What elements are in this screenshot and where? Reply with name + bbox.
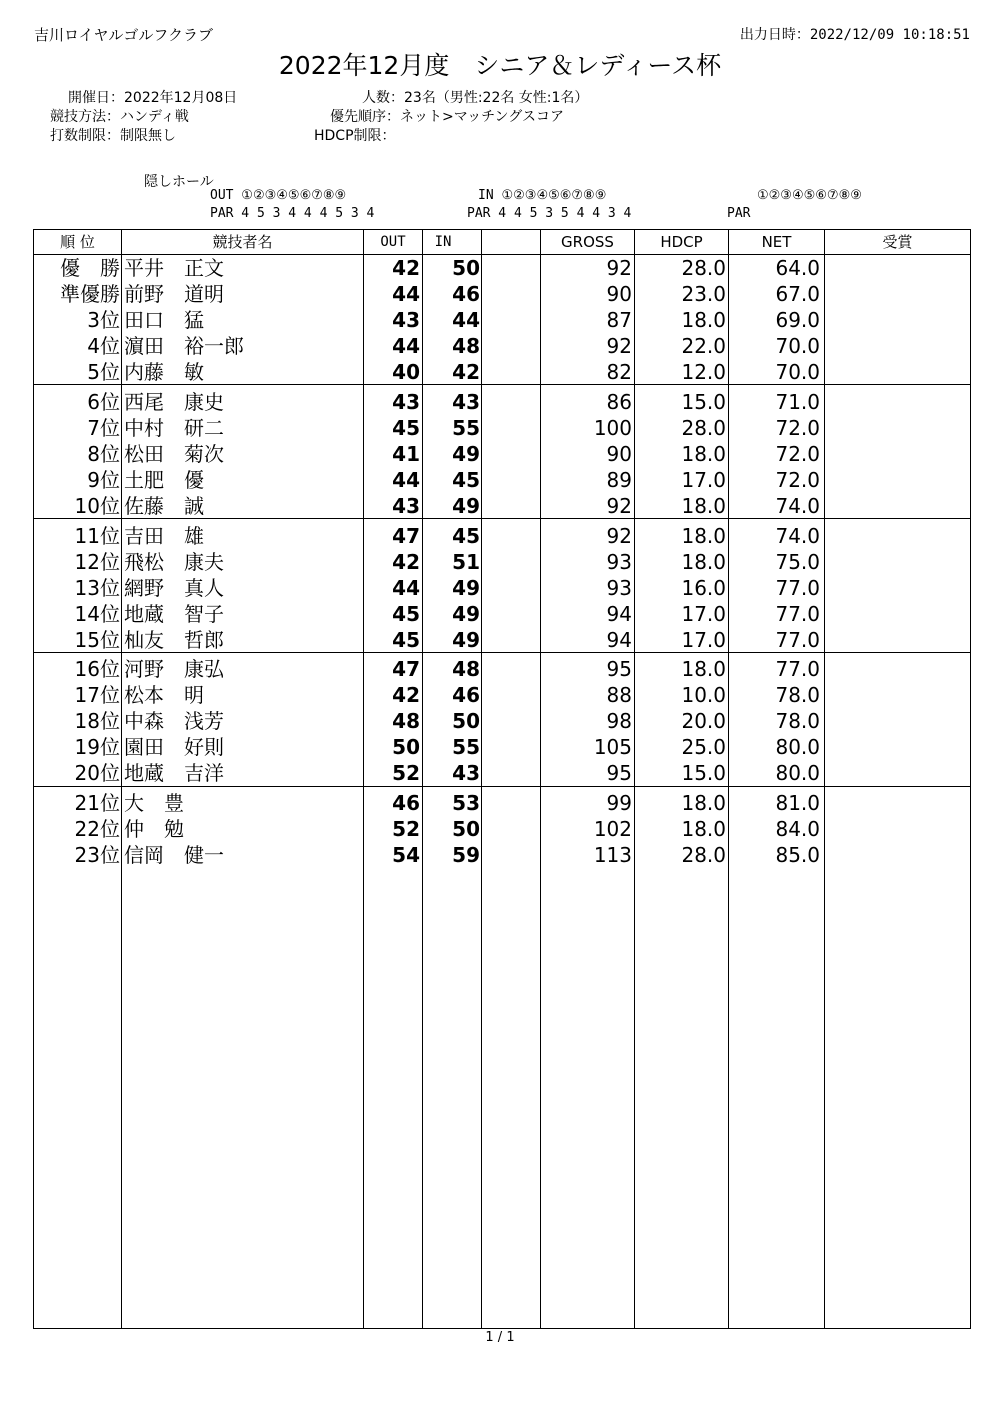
cell-name: 吉田 雄: [124, 524, 204, 548]
cell-name: 田口 猛: [124, 308, 204, 332]
cell-in: 49: [452, 628, 480, 652]
cell-name: 内藤 敏: [124, 360, 204, 384]
col-header-gross: GROSS: [561, 233, 614, 251]
cell-gross: 90: [606, 442, 632, 466]
cell-rank: 4位: [87, 334, 120, 358]
cell-gross: 92: [606, 334, 632, 358]
table-row: [34, 656, 970, 682]
cell-in: 50: [452, 709, 480, 733]
cell-name: 飛松 康夫: [124, 550, 224, 574]
cell-in: 49: [452, 442, 480, 466]
cell-hdcp: 18.0: [681, 524, 726, 548]
cell-name: 仲 勉: [124, 817, 184, 841]
cell-gross: 95: [606, 657, 632, 681]
meta-count-label: 人数: [362, 90, 390, 106]
cell-rank: 7位: [87, 416, 120, 440]
cell-hdcp: 18.0: [681, 791, 726, 815]
cell-in: 51: [452, 550, 480, 574]
hidden-holes-out: OUT ①②③④⑤⑥⑦⑧⑨: [210, 188, 347, 203]
cell-gross: 92: [606, 494, 632, 518]
cell-in: 45: [452, 524, 480, 548]
club-name: 吉川ロイヤルゴルフクラブ: [34, 26, 213, 44]
cell-hdcp: 17.0: [681, 628, 726, 652]
table-row: [34, 734, 970, 760]
cell-out: 40: [392, 360, 420, 384]
cell-out: 52: [392, 817, 420, 841]
col-header-hdcp: HDCP: [660, 233, 703, 251]
table-row: [34, 493, 970, 519]
cell-out: 43: [392, 308, 420, 332]
cell-rank: 17位: [74, 683, 120, 707]
col-header-award: 受賞: [882, 233, 913, 251]
cell-out: 43: [392, 494, 420, 518]
cell-gross: 99: [606, 791, 632, 815]
cell-net: 78.0: [775, 709, 820, 733]
cell-name: 佐藤 誠: [124, 494, 204, 518]
cell-gross: 94: [606, 628, 632, 652]
cell-gross: 94: [606, 602, 632, 626]
cell-gross: 105: [593, 735, 632, 759]
cell-net: 74.0: [775, 494, 820, 518]
cell-net: 70.0: [775, 334, 820, 358]
cell-net: 64.0: [775, 256, 820, 280]
cell-hdcp: 18.0: [681, 442, 726, 466]
table-row: [34, 441, 970, 467]
hidden-holes-extra: ①②③④⑤⑥⑦⑧⑨: [757, 188, 862, 203]
cell-name: 土肥 優: [124, 468, 204, 492]
cell-in: 50: [452, 817, 480, 841]
cell-net: 85.0: [775, 843, 820, 867]
table-row: [34, 415, 970, 441]
cell-rank: 19位: [74, 735, 120, 759]
cell-net: 80.0: [775, 761, 820, 785]
cell-in: 50: [452, 256, 480, 280]
cell-in: 44: [452, 308, 480, 332]
cell-rank: 12位: [74, 550, 120, 574]
cell-in: 49: [452, 602, 480, 626]
cell-rank: 22位: [74, 817, 120, 841]
cell-name: 信岡 健一: [124, 843, 224, 867]
cell-rank: 21位: [74, 791, 120, 815]
cell-name: 河野 康弘: [124, 657, 224, 681]
cell-out: 44: [392, 282, 420, 306]
cell-in: 48: [452, 657, 480, 681]
cell-in: 46: [452, 282, 480, 306]
cell-hdcp: 25.0: [681, 735, 726, 759]
cell-rank: 20位: [74, 761, 120, 785]
hidden-holes-label: 隠しホール: [144, 174, 214, 190]
cell-rank: 15位: [74, 628, 120, 652]
col-header-net: NET: [761, 233, 792, 251]
table-row: [34, 682, 970, 708]
table-row: [34, 467, 970, 493]
cell-rank: 優 勝: [60, 256, 120, 280]
table-row: [34, 255, 970, 281]
cell-hdcp: 18.0: [681, 550, 726, 574]
table-row: [34, 760, 970, 786]
cell-out: 45: [392, 416, 420, 440]
cell-hdcp: 16.0: [681, 576, 726, 600]
cell-net: 81.0: [775, 791, 820, 815]
cell-rank: 6位: [87, 390, 120, 414]
cell-out: 48: [392, 709, 420, 733]
cell-hdcp: 23.0: [681, 282, 726, 306]
meta-limit-value: ：制限無し: [106, 128, 176, 144]
cell-gross: 93: [606, 550, 632, 574]
cell-hdcp: 28.0: [681, 416, 726, 440]
cell-rank: 13位: [74, 576, 120, 600]
table-row: [34, 627, 970, 653]
cell-out: 50: [392, 735, 420, 759]
cell-net: 74.0: [775, 524, 820, 548]
cell-gross: 100: [593, 416, 632, 440]
meta-method-label: 競技方法: [50, 109, 106, 125]
cell-out: 45: [392, 628, 420, 652]
meta-priority-label: 優先順序: [330, 109, 386, 125]
cell-out: 43: [392, 390, 420, 414]
cell-net: 78.0: [775, 683, 820, 707]
cell-out: 42: [392, 256, 420, 280]
cell-rank: 16位: [74, 657, 120, 681]
cell-rank: 3位: [87, 308, 120, 332]
cell-in: 49: [452, 576, 480, 600]
cell-gross: 92: [606, 256, 632, 280]
meta-hdcp-limit-value: ：: [381, 128, 396, 144]
cell-hdcp: 18.0: [681, 308, 726, 332]
meta-hdcp-limit-label: HDCP制限: [314, 128, 382, 144]
meta-date-label: 開催日: [68, 90, 110, 106]
cell-name: 中森 浅芳: [124, 709, 224, 733]
meta-date-value: ：2022年12月08日: [110, 90, 238, 106]
cell-name: 松本 明: [124, 683, 204, 707]
meta-limit: [50, 125, 176, 145]
cell-out: 44: [392, 468, 420, 492]
cell-out: 54: [392, 843, 420, 867]
cell-rank: 18位: [74, 709, 120, 733]
meta-priority-value: ：ネット>マッチングスコア: [386, 109, 565, 125]
col-header-out: OUT: [380, 234, 406, 250]
cell-name: 濵田 裕一郎: [124, 334, 244, 358]
cell-hdcp: 17.0: [681, 602, 726, 626]
cell-hdcp: 18.0: [681, 817, 726, 841]
cell-out: 52: [392, 761, 420, 785]
cell-name: 大 豊: [124, 791, 184, 815]
cell-out: 41: [392, 442, 420, 466]
hidden-holes-in: IN ①②③④⑤⑥⑦⑧⑨: [478, 188, 607, 203]
table-row: [34, 389, 970, 415]
cell-gross: 102: [593, 817, 632, 841]
cell-out: 46: [392, 791, 420, 815]
cell-in: 43: [452, 761, 480, 785]
meta-date: [68, 87, 237, 107]
cell-in: 53: [452, 791, 480, 815]
meta-limit-label: 打数制限: [50, 128, 106, 144]
meta-method: [50, 106, 189, 126]
cell-rank: 準優勝: [60, 282, 120, 306]
cell-out: 42: [392, 550, 420, 574]
cell-hdcp: 15.0: [681, 761, 726, 785]
cell-in: 49: [452, 494, 480, 518]
cell-name: 平井 正文: [124, 256, 224, 280]
cell-gross: 95: [606, 761, 632, 785]
cell-gross: 89: [606, 468, 632, 492]
table-row: [34, 708, 970, 734]
results-table: [33, 229, 971, 1329]
cell-hdcp: 18.0: [681, 494, 726, 518]
page-title: 2022年12月度 シニア＆レディース杯: [278, 51, 722, 80]
cell-hdcp: 10.0: [681, 683, 726, 707]
cell-net: 77.0: [775, 657, 820, 681]
cell-net: 84.0: [775, 817, 820, 841]
meta-priority: [330, 106, 564, 126]
cell-gross: 113: [593, 843, 632, 867]
cell-net: 72.0: [775, 468, 820, 492]
cell-name: 松田 菊次: [124, 442, 224, 466]
table-row: [34, 549, 970, 575]
cell-in: 55: [452, 735, 480, 759]
hidden-holes-extra-par: PAR: [727, 206, 751, 221]
cell-net: 67.0: [775, 282, 820, 306]
hidden-holes-in-par: PAR 4 4 5 3 5 4 4 3 4: [467, 206, 632, 221]
cell-name: 中村 研二: [124, 416, 224, 440]
cell-rank: 10位: [74, 494, 120, 518]
table-row: [34, 842, 970, 868]
cell-net: 72.0: [775, 442, 820, 466]
cell-in: 46: [452, 683, 480, 707]
cell-net: 80.0: [775, 735, 820, 759]
cell-rank: 9位: [87, 468, 120, 492]
meta-hdcp-limit: [314, 125, 396, 145]
cell-hdcp: 22.0: [681, 334, 726, 358]
cell-name: 西尾 康史: [124, 390, 224, 414]
cell-net: 77.0: [775, 628, 820, 652]
cell-hdcp: 28.0: [681, 843, 726, 867]
cell-net: 70.0: [775, 360, 820, 384]
cell-gross: 92: [606, 524, 632, 548]
cell-hdcp: 12.0: [681, 360, 726, 384]
cell-out: 44: [392, 576, 420, 600]
cell-gross: 93: [606, 576, 632, 600]
meta-count: [362, 87, 588, 107]
cell-gross: 98: [606, 709, 632, 733]
cell-hdcp: 28.0: [681, 256, 726, 280]
cell-name: 杣友 哲郎: [124, 628, 224, 652]
cell-in: 59: [452, 843, 480, 867]
meta-method-value: ：ハンディ戦: [106, 109, 189, 125]
cell-in: 43: [452, 390, 480, 414]
hidden-holes-out-par: PAR 4 5 3 4 4 4 5 3 4: [210, 206, 375, 221]
printed-timestamp: 出力日時：2022/12/09 10:18:51: [739, 27, 970, 43]
cell-net: 72.0: [775, 416, 820, 440]
cell-out: 42: [392, 683, 420, 707]
cell-gross: 82: [606, 360, 632, 384]
cell-net: 71.0: [775, 390, 820, 414]
cell-in: 45: [452, 468, 480, 492]
cell-net: 69.0: [775, 308, 820, 332]
table-row: [34, 601, 970, 627]
meta-count-value: ：23名（男性:22名 女性:1名）: [390, 90, 589, 106]
cell-gross: 88: [606, 683, 632, 707]
table-row: [34, 816, 970, 842]
cell-rank: 5位: [87, 360, 120, 384]
cell-net: 77.0: [775, 576, 820, 600]
table-row: [34, 333, 970, 359]
col-header-rank: 順 位: [60, 233, 95, 251]
col-header-name: 競技者名: [212, 233, 273, 251]
table-row: [34, 523, 970, 549]
cell-gross: 90: [606, 282, 632, 306]
cell-out: 47: [392, 657, 420, 681]
table-row: [34, 307, 970, 333]
page-number: 1 / 1: [485, 1330, 515, 1345]
table-row: [34, 281, 970, 307]
cell-hdcp: 20.0: [681, 709, 726, 733]
cell-in: 48: [452, 334, 480, 358]
cell-rank: 8位: [87, 442, 120, 466]
table-row: [34, 575, 970, 601]
cell-name: 網野 真人: [124, 576, 224, 600]
cell-net: 77.0: [775, 602, 820, 626]
cell-out: 44: [392, 334, 420, 358]
col-header-in: IN: [434, 234, 452, 250]
cell-name: 地蔵 吉洋: [124, 761, 224, 785]
cell-hdcp: 17.0: [681, 468, 726, 492]
cell-gross: 86: [606, 390, 632, 414]
cell-net: 75.0: [775, 550, 820, 574]
cell-in: 55: [452, 416, 480, 440]
cell-out: 47: [392, 524, 420, 548]
table-row: [34, 790, 970, 816]
cell-rank: 11位: [74, 524, 120, 548]
cell-out: 45: [392, 602, 420, 626]
cell-hdcp: 15.0: [681, 390, 726, 414]
cell-name: 園田 好則: [124, 735, 224, 759]
cell-name: 地蔵 智子: [124, 602, 224, 626]
cell-name: 前野 道明: [124, 282, 224, 306]
cell-in: 42: [452, 360, 480, 384]
table-row: [34, 359, 970, 385]
cell-rank: 23位: [74, 843, 120, 867]
cell-hdcp: 18.0: [681, 657, 726, 681]
cell-rank: 14位: [74, 602, 120, 626]
cell-gross: 87: [606, 308, 632, 332]
